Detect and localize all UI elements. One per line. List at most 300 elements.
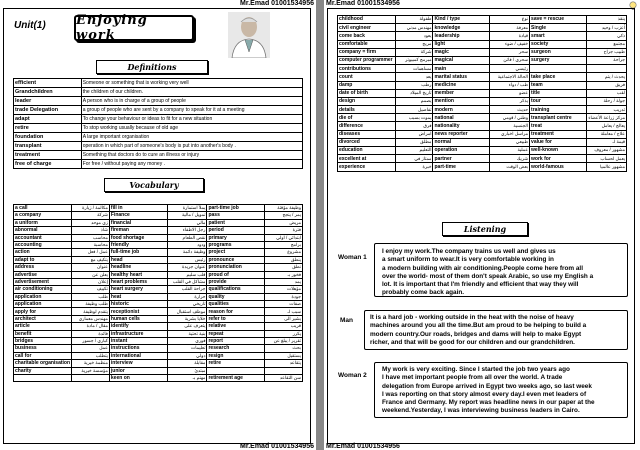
right-page xyxy=(324,0,640,450)
arabic-meaning: يموت بسبب xyxy=(395,114,433,122)
arabic-meaning: فرق xyxy=(395,122,433,130)
arabic-meaning: سن التقاعد xyxy=(265,374,303,381)
table-row xyxy=(338,81,627,89)
table-row xyxy=(338,163,627,171)
english-word: partner xyxy=(433,155,490,163)
arabic-meaning: تمويل / مالية xyxy=(167,212,207,219)
english-word: qualifications xyxy=(207,286,265,293)
english-word: surgery xyxy=(530,56,587,64)
left-page xyxy=(0,0,316,450)
arabic-meaning: رجل الاطفاء xyxy=(167,227,207,234)
english-word: infrastructure xyxy=(109,330,167,337)
arabic-meaning: خلايا بشرية xyxy=(167,315,207,322)
table-row xyxy=(338,16,627,24)
english-word: normal xyxy=(433,138,490,146)
english-word: light xyxy=(433,40,490,48)
english-word xyxy=(207,367,265,374)
definition-term: leader xyxy=(14,97,82,106)
listening-text-man: It is a hard job - working outside in the heat with the noise of heavy machines around you all the time.But am proud to be helping to build a modern country.Our roads, bridges and dams will help to make Egypt richer, and that will be good for our children and our grandchildren. xyxy=(370,314,587,346)
arabic-meaning: جراحة القلب xyxy=(167,286,207,293)
unit-title: Enjoying work xyxy=(74,15,194,41)
arabic-meaning: يشير الى xyxy=(265,315,303,322)
arabic-meaning: مساهمات xyxy=(395,65,433,73)
footer-author: Mr.Emad 01001534956 xyxy=(326,443,400,450)
arabic-meaning: منظمة خيرية xyxy=(72,360,110,367)
english-word: come back xyxy=(338,32,396,40)
english-word: surgeon xyxy=(530,48,587,56)
english-word: society xyxy=(530,40,587,48)
english-word: application xyxy=(14,293,72,300)
english-word: pronunciation xyxy=(207,264,265,271)
table-row xyxy=(14,264,303,271)
english-word: junior xyxy=(109,367,167,374)
footer-author: Mr.Emad 01001534956 xyxy=(240,443,314,450)
english-word: fireman xyxy=(109,227,167,234)
arabic-meaning: طفولة xyxy=(395,16,433,24)
definition-text: For free / without paying any money . xyxy=(81,160,302,169)
arabic-meaning: مؤسسة خيرية xyxy=(72,367,110,374)
definition-text: Someone or something that is working very well xyxy=(81,79,302,88)
english-word: abnormal xyxy=(14,227,72,234)
listening-text-woman-1: I enjoy my work.The company trains us well and gives us a smart uniform to wear.It is very comfortable working in a modern building with air conditioning.People come here from all over the world- most of them don't speak Arabic, so use my English a lot. It is important that I'm friendly and efficient that way they will probably come back again. xyxy=(382,248,594,297)
english-word: instant xyxy=(109,338,167,345)
arabic-meaning: يتكيف مع xyxy=(72,256,110,263)
table-row xyxy=(14,360,303,367)
definition-text: Something that doctors do to cure an illness or injury xyxy=(81,151,302,160)
english-word: architect xyxy=(14,315,72,322)
english-word: date of birth xyxy=(338,89,396,97)
english-word: full-time job xyxy=(109,249,167,256)
english-word: headline xyxy=(109,264,167,271)
english-word: instructions xyxy=(109,345,167,352)
vocabulary-table xyxy=(13,204,303,382)
arabic-meaning: يتقدم لوظيفة xyxy=(72,308,110,315)
arabic-meaning: عنوان جريدة xyxy=(167,264,207,271)
table-row xyxy=(14,212,303,219)
unit-label: Unit(1) xyxy=(14,20,46,31)
english-word: patient xyxy=(207,219,265,226)
english-word: identify xyxy=(109,323,167,330)
arabic-meaning: مقال / مادة xyxy=(72,323,110,330)
arabic-meaning: أمراض xyxy=(395,130,433,138)
arabic-meaning: مهتم بـ xyxy=(167,374,207,381)
definition-row xyxy=(14,151,303,160)
arabic-meaning: تاريخ الميلاد xyxy=(395,89,433,97)
arabic-meaning: يمد xyxy=(265,278,303,285)
arabic-meaning: يمر / ينجح xyxy=(265,212,303,219)
arabic-meaning: مركز زراعة الأعضاء xyxy=(587,114,627,122)
english-word: project xyxy=(207,249,265,256)
arabic-meaning xyxy=(265,367,303,374)
english-word: resign xyxy=(207,352,265,359)
arabic-meaning: مشاكل في القلب xyxy=(167,278,207,285)
arabic-meaning: فريق xyxy=(587,81,627,89)
arabic-meaning: محاسبة xyxy=(72,241,110,248)
definition-row xyxy=(14,124,303,133)
arabic-meaning: يعد xyxy=(395,73,433,81)
table-row xyxy=(14,278,303,285)
arabic-meaning: وظيفة دائمة xyxy=(167,249,207,256)
table-row xyxy=(338,89,627,97)
arabic-meaning: مبتدئ xyxy=(167,367,207,374)
arabic-meaning: تدريب xyxy=(587,106,627,114)
english-word: title xyxy=(530,89,587,97)
english-word: knowledge xyxy=(433,24,490,32)
arabic-meaning xyxy=(587,65,627,73)
arabic-meaning: زي موحد xyxy=(72,219,110,226)
english-word: nationality xyxy=(433,122,490,130)
arabic-meaning: نطق xyxy=(265,264,303,271)
arabic-meaning: تقرير / يبلغ عن xyxy=(265,338,303,345)
english-word: report xyxy=(207,338,265,345)
definition-row xyxy=(14,97,303,106)
arabic-meaning: ينطق xyxy=(265,256,303,263)
arabic-meaning: جولة / رحلة xyxy=(587,97,627,105)
english-word: computer programmer xyxy=(338,56,396,64)
table-row xyxy=(14,323,303,330)
english-word: national xyxy=(433,114,490,122)
vocabulary-title: Vocabulary xyxy=(104,178,204,192)
english-word: action xyxy=(14,249,72,256)
english-word: relative xyxy=(207,323,265,330)
arabic-meaning: يعالج / يعامل xyxy=(587,122,627,130)
table-row xyxy=(338,138,627,146)
arabic-meaning: يعلن عن xyxy=(72,271,110,278)
table-row xyxy=(338,114,627,122)
arabic-meaning: مقابلة xyxy=(167,360,207,367)
english-word: member xyxy=(433,89,490,97)
arabic-meaning: مريح xyxy=(395,40,433,48)
table-row xyxy=(338,56,627,64)
arabic-meaning: يكرر xyxy=(265,330,303,337)
english-word: leadership xyxy=(433,32,490,40)
english-word: save = rescue xyxy=(530,16,587,24)
english-word: part-time xyxy=(433,163,490,171)
table-row xyxy=(14,338,303,345)
definition-text: To change your behaviour or ideas to fit for a new situation xyxy=(81,115,302,124)
arabic-meaning: جراحة xyxy=(587,56,627,64)
worker-photo-icon xyxy=(228,12,270,58)
english-word: apply for xyxy=(14,308,72,315)
english-word: damp xyxy=(338,81,396,89)
arabic-meaning: تفاصيل xyxy=(395,106,433,114)
table-row xyxy=(14,301,303,308)
page-gutter xyxy=(316,0,324,450)
arabic-meaning: تعليمات xyxy=(167,345,207,352)
arabic-meaning: طلب وظيفة xyxy=(72,301,110,308)
arabic-meaning: مؤهلات xyxy=(265,286,303,293)
arabic-meaning: مجتمع xyxy=(587,40,627,48)
english-word: primary xyxy=(207,234,265,241)
arabic-meaning: طب / دواء xyxy=(490,81,530,89)
arabic-meaning: يتطلب xyxy=(72,352,110,359)
arabic-meaning: بحث xyxy=(265,345,303,352)
definition-text: the children of our children. xyxy=(81,88,302,97)
arabic-meaning: خفيف / ضوء xyxy=(490,40,530,48)
table-row xyxy=(14,315,303,322)
arabic-meaning: طبيب جراح xyxy=(587,48,627,56)
definition-row xyxy=(14,106,303,115)
arabic-meaning: بعض الوقت xyxy=(490,163,530,171)
definition-text: A person who is in charge of a group of people xyxy=(81,97,302,106)
arabic-meaning: مهندس مدني xyxy=(395,24,433,32)
english-word: business xyxy=(14,345,72,352)
arabic-meaning: يتقاعد xyxy=(265,360,303,367)
english-word: education xyxy=(338,147,396,155)
arabic-meaning: طبيعي xyxy=(490,138,530,146)
english-word: main xyxy=(433,65,490,73)
english-word: accountant xyxy=(14,234,72,241)
english-word: retirement age xyxy=(207,374,265,381)
arabic-meaning: أعزب / وحيد xyxy=(587,24,627,32)
definitions-title: Definitions xyxy=(96,60,208,74)
english-word: historic xyxy=(109,301,167,308)
english-word: modern xyxy=(433,106,490,114)
arabic-meaning: كباري / جسور xyxy=(72,338,110,345)
listening-text-woman-2: My work is very exciting. Since I started the job two years ago I have met important people from all over the world. A trade delegation from Europe arrived in Egypt two weeks ago, so last week I was reporting on that story almost every day.I even met leaders of France and Germany. My report was headline news in our paper at the weekend.Yesterday, I was interviewing business leaders in Cairo. xyxy=(382,366,595,415)
english-word: value for xyxy=(530,138,587,146)
english-word: qualities xyxy=(207,301,265,308)
table-row xyxy=(14,241,303,248)
english-word: smart xyxy=(530,32,587,40)
arabic-meaning: شركة xyxy=(72,212,110,219)
arabic-meaning: إعلان xyxy=(72,278,110,285)
arabic-meaning: ينقذ xyxy=(587,16,627,24)
arabic-meaning: محاسب xyxy=(72,234,110,241)
english-word: experience xyxy=(338,163,396,171)
english-word: Single xyxy=(530,24,587,32)
english-word: accounting xyxy=(14,241,72,248)
english-word: pronounce xyxy=(207,256,265,263)
arabic-meaning: شركة xyxy=(395,48,433,56)
arabic-meaning: قريب xyxy=(265,323,303,330)
definition-term: efficient xyxy=(14,79,82,88)
definition-row xyxy=(14,79,303,88)
english-word: take place xyxy=(530,73,587,81)
table-row xyxy=(14,205,303,212)
english-word: article xyxy=(14,323,72,330)
english-word: magic xyxy=(433,48,490,56)
english-word: friendly xyxy=(109,241,167,248)
english-word: charitable organisation xyxy=(15,360,71,367)
english-word: charity xyxy=(14,367,72,374)
arabic-meaning: خبرة xyxy=(395,163,433,171)
english-word xyxy=(530,65,587,73)
english-word: well-known xyxy=(530,147,587,155)
arabic-meaning: يملأ استمارة xyxy=(167,205,207,212)
arabic-meaning: يعمل لحساب xyxy=(587,155,627,163)
english-word: heart problems xyxy=(109,278,167,285)
english-word: difference xyxy=(338,122,396,130)
english-word: pass xyxy=(207,212,265,219)
table-row xyxy=(14,308,303,315)
english-word: marital status xyxy=(433,73,490,81)
arabic-meaning: مهندس معماري xyxy=(72,315,110,322)
table-row xyxy=(338,48,627,56)
arabic-meaning: رئيس xyxy=(167,256,207,263)
arabic-meaning: صفات xyxy=(265,301,303,308)
english-word: financial xyxy=(109,219,167,226)
table-row xyxy=(338,97,627,105)
table-row xyxy=(14,374,303,381)
english-word: interview xyxy=(109,360,167,367)
arabic-meaning: مشهور / معروف xyxy=(587,147,627,155)
table-row xyxy=(338,155,627,163)
english-word: quality xyxy=(207,293,265,300)
table-row xyxy=(338,32,627,40)
arabic-meaning: فخور بـ xyxy=(265,271,303,278)
table-row xyxy=(338,106,627,114)
arabic-meaning: تاريخي xyxy=(167,301,207,308)
speaker-woman-1: Woman 1 xyxy=(338,254,367,261)
english-word: head xyxy=(109,256,167,263)
arabic-meaning: قلب سليم xyxy=(167,271,207,278)
english-word: civil engineer xyxy=(338,24,396,32)
arabic-meaning: فوري xyxy=(167,338,207,345)
english-word: heart surgery xyxy=(109,286,167,293)
arabic-meaning: بنية تحتية xyxy=(167,330,207,337)
definition-term: retire xyxy=(14,124,82,133)
arabic-meaning: تكييف xyxy=(72,286,110,293)
english-word: divorced xyxy=(338,138,396,146)
arabic-meaning: عنوان xyxy=(72,264,110,271)
english-word xyxy=(14,374,72,381)
arabic-meaning: فائدة xyxy=(72,330,110,337)
arabic-meaning: سحري / فاتن xyxy=(490,56,530,64)
arabic-meaning: الحالة الاجتماعية xyxy=(490,73,530,81)
english-word: refer to xyxy=(207,315,265,322)
arabic-meaning: يذكر xyxy=(490,97,530,105)
english-word: a company xyxy=(14,212,72,219)
table-row xyxy=(14,367,303,374)
arabic-meaning: معرفة xyxy=(490,24,530,32)
english-word: treatment xyxy=(530,130,587,138)
table-row xyxy=(338,40,627,48)
definition-row xyxy=(14,160,303,169)
arabic-meaning: عضو xyxy=(490,89,530,97)
english-word: air conditioning xyxy=(14,286,72,293)
arabic-meaning: طلب xyxy=(72,293,110,300)
arabic-meaning: يستقيل xyxy=(265,352,303,359)
definition-term: trade Delegation xyxy=(14,106,82,115)
arabic-meaning: يحدث / يتم xyxy=(587,73,627,81)
english-word: treat xyxy=(530,122,587,130)
arabic-meaning: ذكي xyxy=(587,32,627,40)
arabic-meaning: مشروع xyxy=(265,249,303,256)
definition-text: A large important organisation xyxy=(81,133,302,142)
arabic-meaning: الجنسية xyxy=(490,122,530,130)
arabic-meaning xyxy=(72,374,110,381)
table-row xyxy=(338,130,627,138)
arabic-meaning: نوع xyxy=(490,16,530,24)
arabic-meaning: موظف استقبال xyxy=(167,308,207,315)
english-word: benefit xyxy=(14,330,72,337)
arabic-meaning: سحر xyxy=(490,48,530,56)
english-word: medicine xyxy=(433,81,490,89)
english-word: Kind / type xyxy=(433,16,490,24)
arabic-meaning: عمل / فعل xyxy=(72,249,110,256)
arabic-meaning: مالي xyxy=(167,219,207,226)
english-word: company = firm xyxy=(338,48,396,56)
english-word: a uniform xyxy=(14,219,72,226)
arabic-meaning: يصمم xyxy=(395,97,433,105)
english-word: count xyxy=(338,73,396,81)
arabic-meaning: وظيفة مؤقتة xyxy=(265,205,303,212)
table-row xyxy=(14,345,303,352)
english-word: comfortable xyxy=(338,40,396,48)
english-word: childhood xyxy=(338,16,396,24)
english-word: fill in xyxy=(109,205,167,212)
english-word: work for xyxy=(530,155,587,163)
arabic-meaning: جودة xyxy=(265,293,303,300)
english-word: advertise xyxy=(14,271,72,278)
table-row xyxy=(14,352,303,359)
definition-row xyxy=(14,142,303,151)
arabic-meaning: قيمة لـ xyxy=(587,138,627,146)
english-word: human cells xyxy=(109,315,167,322)
english-word: address xyxy=(14,264,72,271)
english-word: contributions xyxy=(338,65,396,73)
english-word: die of xyxy=(338,114,396,122)
arabic-meaning: عمل xyxy=(72,345,110,352)
table-row xyxy=(14,293,303,300)
speaker-woman-2: Woman 2 xyxy=(338,372,367,379)
english-word: a call xyxy=(14,205,72,212)
english-word: international xyxy=(109,352,167,359)
table-row xyxy=(14,271,303,278)
table-row xyxy=(338,147,627,155)
english-word: food shortage xyxy=(109,234,167,241)
english-word: reason for xyxy=(207,308,265,315)
arabic-meaning: لقب xyxy=(587,89,627,97)
arabic-meaning: ابتدائي / أولي xyxy=(265,234,303,241)
arabic-meaning: حديث xyxy=(490,106,530,114)
definition-term: free of charge xyxy=(14,160,82,169)
english-word: diseases xyxy=(338,130,396,138)
english-word: proud of xyxy=(207,271,265,278)
arabic-meaning: عملية xyxy=(490,147,530,155)
table-row xyxy=(14,249,303,256)
english-word: team xyxy=(530,81,587,89)
english-word: application xyxy=(14,301,72,308)
arabic-meaning: يعود xyxy=(395,32,433,40)
arabic-meaning: حرارة xyxy=(167,293,207,300)
definition-row xyxy=(14,133,303,142)
english-word: transplant centre xyxy=(530,114,587,122)
arabic-meaning: مريض xyxy=(265,219,303,226)
header-author: Mr.Emad 01001534956 xyxy=(326,0,400,7)
table-row xyxy=(338,122,627,130)
definition-term: adapt xyxy=(14,115,82,124)
english-word: repeat xyxy=(207,330,265,337)
english-word: advertisement xyxy=(14,278,72,285)
definition-text: To stop working usually because of old age xyxy=(81,124,302,133)
arabic-meaning: رئيسي xyxy=(490,65,530,73)
listening-title: Listening xyxy=(442,222,528,236)
english-word: keen on xyxy=(109,374,167,381)
english-word: excellent at xyxy=(338,155,396,163)
arabic-meaning: شاذ xyxy=(72,227,110,234)
english-word: training xyxy=(530,106,587,114)
english-word: receptionist xyxy=(109,308,167,315)
english-word: part-time job xyxy=(207,205,265,212)
table-row xyxy=(14,256,303,263)
arabic-meaning: نقص الطعام xyxy=(167,234,207,241)
english-word: heat xyxy=(109,293,167,300)
english-word: details xyxy=(338,106,396,114)
arabic-meaning: ودود xyxy=(167,241,207,248)
arabic-meaning: شريك xyxy=(490,155,530,163)
